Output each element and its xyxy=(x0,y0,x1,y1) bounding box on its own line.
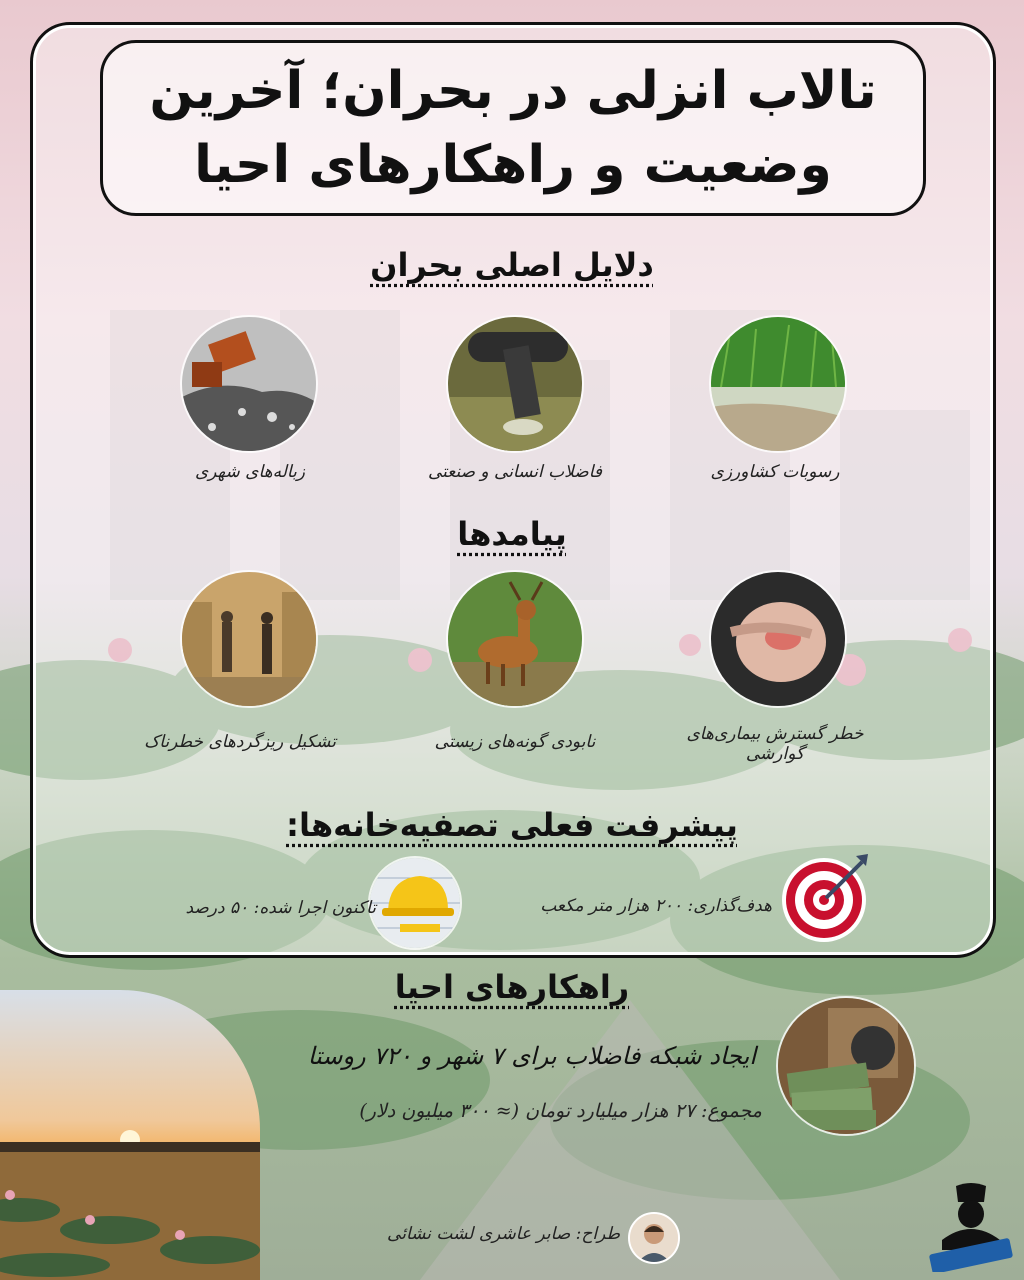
causes-heading: دلایل اصلی بحران xyxy=(370,246,654,284)
deer-image xyxy=(446,570,584,708)
solution-line-sewage: ایجاد شبکه فاضلاب برای ۷ شهر و ۷۲۰ روستا xyxy=(307,1042,756,1070)
solutions-heading: راهکارهای احیا xyxy=(394,968,630,1006)
solution-line-cost: مجموع: ۲۷ هزار میلیارد تومان (≈ ۳۰۰ میلیون دلار) xyxy=(359,1100,762,1122)
helmet-blueprint-image xyxy=(368,856,462,950)
designer-name: طراح: صابر عاشری لشت نشائی xyxy=(387,1224,620,1244)
target-text: هدف‌گذاری: ۲۰۰ هزار متر مکعب xyxy=(540,896,772,916)
designer-credit xyxy=(380,1212,680,1262)
cause-caption-wastewater: فاضلاب انسانی و صنعتی xyxy=(427,462,603,482)
designer-avatar xyxy=(628,1212,680,1264)
done-text: تاکنون اجرا شده: ۵۰ درصد xyxy=(185,898,376,918)
title-box xyxy=(100,40,926,216)
stomach-pain-image xyxy=(709,570,847,708)
progress-heading: پیشرفت فعلی تصفیه‌خانه‌ها: xyxy=(286,806,738,844)
sunset-lake-image xyxy=(0,990,260,1280)
consequence-caption-species: نابودی گونه‌های زیستی xyxy=(434,732,596,752)
target-icon xyxy=(778,852,870,944)
cause-caption-sediment: رسوبات کشاورزی xyxy=(710,462,840,482)
consequence-caption-disease: خطر گسترش بیماری‌های گوارشی xyxy=(686,724,864,764)
consequence-caption-dust: تشکیل ریزگردهای خطرناک xyxy=(144,732,336,752)
money-pipe-image xyxy=(776,996,916,1136)
rice-field-image xyxy=(709,315,847,453)
consequences-heading: پیامدها xyxy=(457,515,567,553)
cause-caption-garbage: زباله‌های شهری xyxy=(194,462,306,482)
page-title: تالاب انزلی در بحران؛ آخرین وضعیت و راهکارهای احیا xyxy=(149,61,877,195)
wastewater-pipe-image xyxy=(446,315,584,453)
brand-logo xyxy=(926,1180,1016,1272)
garbage-truck-image xyxy=(180,315,318,453)
dust-storm-image xyxy=(180,570,318,708)
